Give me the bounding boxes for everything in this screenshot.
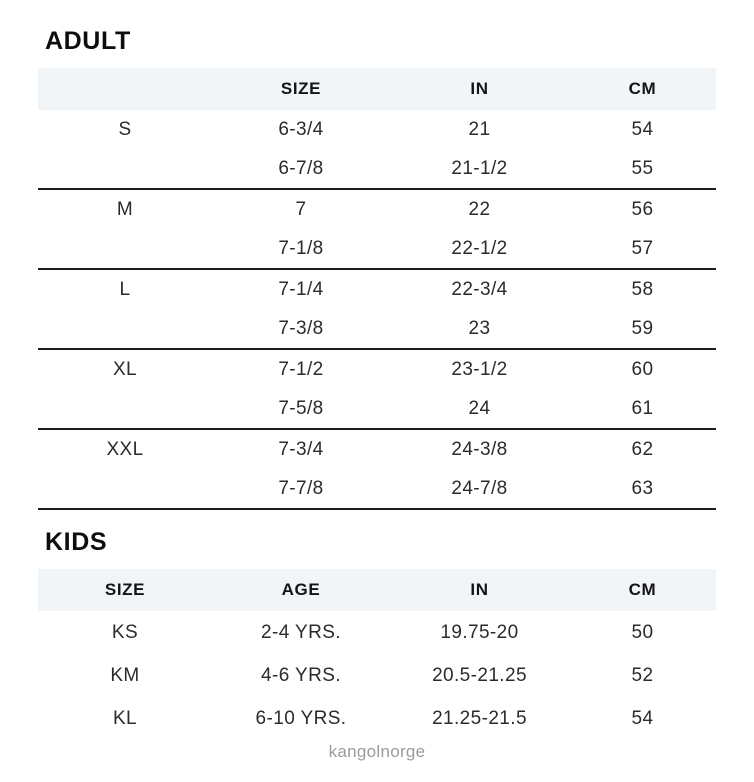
in-cell: 23 <box>468 317 491 339</box>
size-label: M <box>116 198 134 220</box>
size-label: KS <box>111 621 139 643</box>
size-label: XXL <box>106 438 144 460</box>
size-label: KL <box>112 707 138 729</box>
size-cell: 7-7/8 <box>278 477 324 499</box>
size-label: XL <box>112 358 138 380</box>
cm-cell: 54 <box>631 118 654 140</box>
adult-group-xl <box>38 349 716 429</box>
size-cell: 7-1/2 <box>278 358 324 380</box>
adult-col-label-header <box>38 68 212 110</box>
in-cell: 24-7/8 <box>451 477 508 499</box>
age-cell: 4-6 YRS. <box>261 664 341 686</box>
table-row <box>38 110 716 149</box>
age-cell: 2-4 YRS. <box>261 621 341 643</box>
cm-cell: 52 <box>631 664 654 686</box>
table-row <box>38 697 716 740</box>
adult-section-title: ADULT <box>45 27 131 55</box>
kids-size-table <box>38 569 716 740</box>
table-row <box>38 654 716 697</box>
cm-cell: 56 <box>631 198 654 220</box>
kids-section-title: KIDS <box>45 528 108 556</box>
adult-group-m <box>38 189 716 269</box>
cm-cell: 55 <box>631 157 654 179</box>
in-cell: 23-1/2 <box>451 358 508 380</box>
in-cell: 20.5-21.25 <box>432 664 527 686</box>
kids-table-body <box>38 611 716 740</box>
size-cell: 7-3/8 <box>278 317 324 339</box>
size-label-empty <box>38 389 212 429</box>
table-row <box>38 349 716 389</box>
kids-col-in-header: IN <box>390 569 569 611</box>
size-cell: 7-3/4 <box>278 438 324 460</box>
size-label: S <box>118 118 132 140</box>
kids-col-size-header: SIZE <box>38 569 212 611</box>
adult-header-row <box>38 68 716 110</box>
in-cell: 22-1/2 <box>451 237 508 259</box>
cm-cell: 58 <box>631 278 654 300</box>
size-cell: 7-1/8 <box>278 237 324 259</box>
size-chart-page <box>0 28 754 762</box>
kids-header-row <box>38 569 716 611</box>
age-cell: 6-10 YRS. <box>255 707 347 729</box>
size-cell: 6-7/8 <box>278 157 324 179</box>
size-cell: 7-1/4 <box>278 278 324 300</box>
size-label-empty <box>38 309 212 349</box>
adult-table-header <box>38 68 716 110</box>
in-cell: 21.25-21.5 <box>432 707 527 729</box>
cm-cell: 50 <box>631 621 654 643</box>
adult-size-table <box>38 68 716 510</box>
table-row <box>38 429 716 469</box>
in-cell: 19.75-20 <box>440 621 519 643</box>
in-cell: 22 <box>468 198 491 220</box>
kids-col-age-header: AGE <box>212 569 390 611</box>
in-cell: 22-3/4 <box>451 278 508 300</box>
size-label-empty <box>38 149 212 189</box>
adult-group-l <box>38 269 716 349</box>
table-row <box>38 189 716 229</box>
cm-cell: 60 <box>631 358 654 380</box>
table-row <box>38 269 716 309</box>
in-cell: 24 <box>468 397 491 419</box>
size-label: L <box>119 278 131 300</box>
adult-col-size-header: SIZE <box>212 68 390 110</box>
size-label-empty <box>38 469 212 509</box>
in-cell: 21 <box>468 118 491 140</box>
watermark-text: kangolnorge <box>328 742 426 761</box>
size-label: KM <box>110 664 140 686</box>
adult-group-s <box>38 110 716 189</box>
cm-cell: 62 <box>631 438 654 460</box>
size-label-empty <box>38 229 212 269</box>
kids-col-cm-header: CM <box>569 569 716 611</box>
size-cell: 6-3/4 <box>278 118 324 140</box>
table-row <box>38 229 716 269</box>
adult-group-xxl <box>38 429 716 509</box>
adult-col-in-header: IN <box>390 68 569 110</box>
table-row <box>38 389 716 429</box>
cm-cell: 57 <box>631 237 654 259</box>
table-row <box>38 611 716 654</box>
kids-table-header <box>38 569 716 611</box>
cm-cell: 59 <box>631 317 654 339</box>
size-cell: 7 <box>295 198 307 220</box>
table-row <box>38 309 716 349</box>
cm-cell: 54 <box>631 707 654 729</box>
cm-cell: 63 <box>631 477 654 499</box>
in-cell: 21-1/2 <box>451 157 508 179</box>
cm-cell: 61 <box>631 397 654 419</box>
size-cell: 7-5/8 <box>278 397 324 419</box>
table-row <box>38 469 716 509</box>
in-cell: 24-3/8 <box>451 438 508 460</box>
table-row <box>38 149 716 189</box>
adult-col-cm-header: CM <box>569 68 716 110</box>
